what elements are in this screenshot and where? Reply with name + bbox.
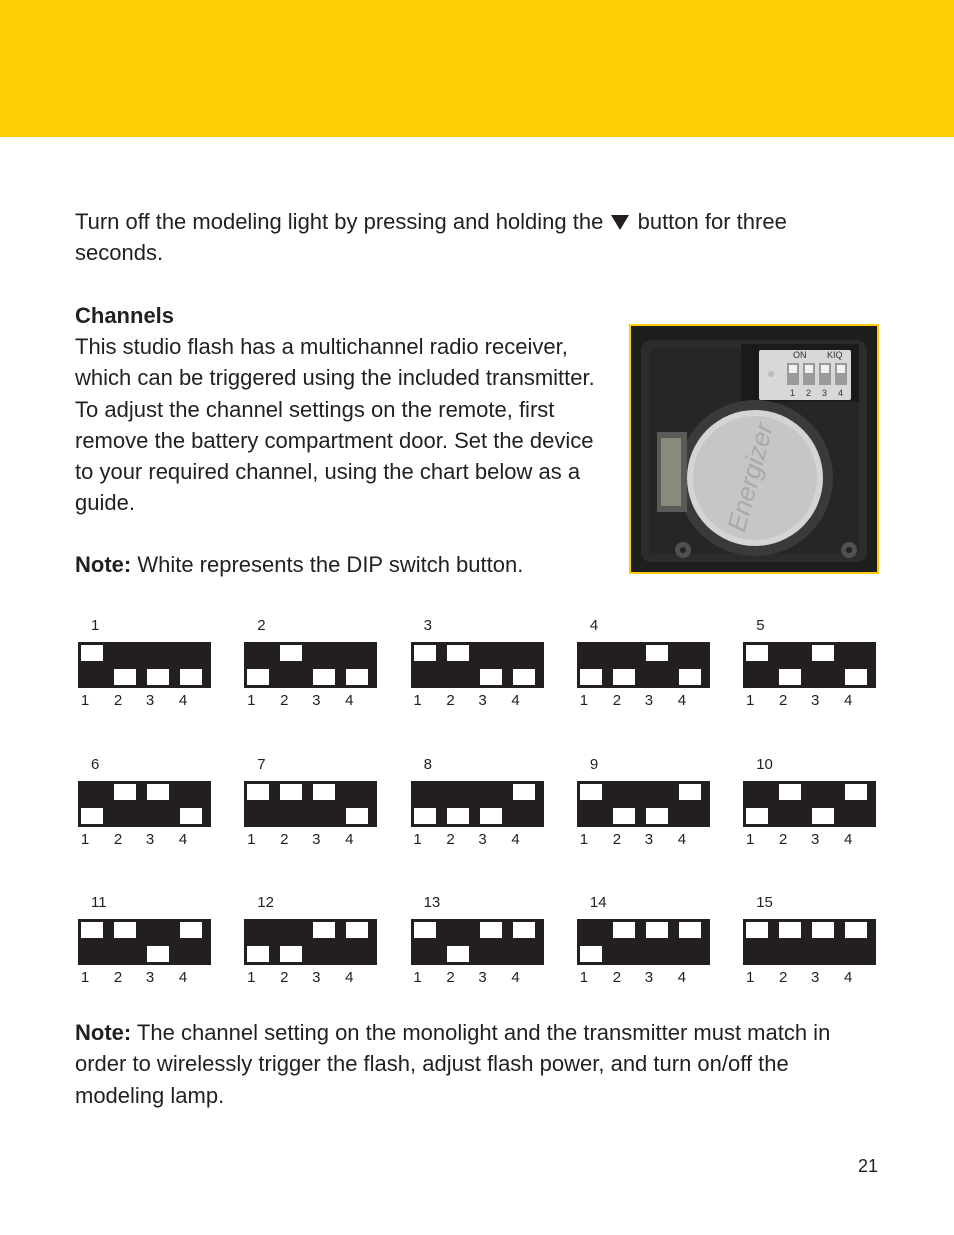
remote-battery-illustration bbox=[631, 326, 877, 572]
dip-switch-number: 2 bbox=[612, 969, 622, 986]
dip-on-label: ON bbox=[793, 350, 807, 360]
dip-switch-button bbox=[81, 922, 103, 938]
dip-switch-button bbox=[180, 669, 202, 685]
dip-switch-number: 1 bbox=[746, 692, 755, 709]
dip-channel-label: 8 bbox=[423, 755, 432, 773]
dip-switch-button bbox=[646, 645, 668, 661]
dip-switch-number: 3 bbox=[478, 830, 487, 848]
dip-switch-body bbox=[244, 919, 377, 965]
final-note-label: Note: bbox=[75, 1020, 132, 1045]
dip-switch-number: 1 bbox=[247, 969, 256, 986]
dip-switch-number: 3 bbox=[644, 969, 654, 986]
dip-switch-button bbox=[280, 946, 302, 962]
dip-switch-number: 4 bbox=[677, 692, 687, 709]
dip-switch-button bbox=[513, 784, 535, 800]
dip-switch-body bbox=[244, 781, 377, 827]
dip-switch-number: 1 bbox=[247, 692, 256, 709]
dip-channel-label: 10 bbox=[756, 755, 773, 773]
dip-switch-body bbox=[78, 642, 211, 688]
dip-switch-button bbox=[845, 669, 867, 685]
dip-switch-button bbox=[114, 669, 136, 685]
dip-switch-number: 2 bbox=[612, 692, 622, 709]
dip-switch-number: 4 bbox=[511, 830, 520, 848]
dip-channel-label: 6 bbox=[91, 755, 100, 773]
dip-switch-number: 4 bbox=[178, 830, 188, 848]
dip-switch-number: 2 bbox=[113, 830, 123, 848]
dip-switch-button bbox=[81, 808, 103, 824]
dip-switch-button bbox=[746, 645, 768, 661]
dip-switch-number: 4 bbox=[345, 692, 354, 709]
dip-switch-body bbox=[411, 642, 544, 688]
dip-switch-button bbox=[247, 784, 269, 800]
dip-switch-button bbox=[280, 784, 302, 800]
dip-switch-body bbox=[577, 919, 710, 965]
dip-switch-body bbox=[244, 642, 377, 688]
dip-switch-number: 3 bbox=[478, 969, 487, 986]
dip-switch-button bbox=[513, 669, 535, 685]
dip-switch-number: 3 bbox=[312, 830, 321, 848]
dip-switch-button bbox=[679, 669, 701, 685]
dip-switch-button bbox=[480, 922, 502, 938]
dip-switch-number: 1 bbox=[80, 692, 90, 709]
dip-channel-label: 9 bbox=[589, 755, 599, 773]
dip-switch-number: 3 bbox=[811, 830, 820, 848]
dip-switch-number: 3 bbox=[644, 830, 654, 848]
final-note-text: The channel setting on the monolight and the transmitter must match in order to wirelessly trigger the flash, adjust flash power, and turn on/off the modeling lamp. bbox=[75, 1020, 831, 1108]
dip-channel-label: 2 bbox=[257, 617, 266, 634]
dip-channel-label: 3 bbox=[423, 617, 432, 634]
dip-switch-button bbox=[646, 922, 668, 938]
dip-switch-number: 4 bbox=[345, 969, 354, 986]
dip-switch-button bbox=[812, 645, 834, 661]
dip-brand-label: KIQ bbox=[827, 350, 843, 360]
dip-switch-body bbox=[78, 781, 211, 827]
dip-switch-button bbox=[147, 946, 169, 962]
dip-switch-number: 1 bbox=[80, 830, 90, 848]
dip-switch-body bbox=[577, 781, 710, 827]
dip-switch-button bbox=[81, 645, 103, 661]
dip-switch-body bbox=[577, 642, 710, 688]
dip-switch-number: 1 bbox=[413, 692, 422, 709]
dip-switch-button bbox=[313, 922, 335, 938]
dip-switch-number: 3 bbox=[145, 830, 155, 848]
dip-switch-button bbox=[480, 808, 502, 824]
dip-switch-button bbox=[580, 946, 602, 962]
dip-switch-number: 1 bbox=[579, 830, 589, 848]
dip-switch-number: 3 bbox=[811, 969, 820, 986]
dip-switch-number: 4 bbox=[178, 692, 188, 709]
dip-switch-button bbox=[447, 645, 469, 661]
dip-switch-button bbox=[580, 669, 602, 685]
dip-switch-number: 2 bbox=[280, 692, 289, 709]
note-text: White represents the DIP switch button. bbox=[131, 552, 524, 577]
dip-switch-number: 2 bbox=[779, 692, 788, 709]
dip-switch-button bbox=[679, 784, 701, 800]
dip-channel-label: 12 bbox=[257, 894, 274, 911]
dip-switch-body bbox=[743, 919, 876, 965]
dip-switch-button bbox=[280, 645, 302, 661]
dip-switch-button bbox=[180, 922, 202, 938]
dip-switch-button bbox=[779, 922, 801, 938]
dip-switch-number: 4 bbox=[345, 830, 354, 848]
dip-switch-button bbox=[414, 808, 436, 824]
dip-switch-number: 2 bbox=[612, 830, 622, 848]
dip-switch-number: 3 bbox=[312, 692, 321, 709]
dip-switch-number: 4 bbox=[844, 969, 853, 986]
dip-switch-button bbox=[646, 808, 668, 824]
dip-switch-number: 1 bbox=[579, 692, 589, 709]
dip-channel-label: 5 bbox=[756, 617, 765, 634]
dip-switch-button bbox=[147, 669, 169, 685]
dip-switch-number: 4 bbox=[511, 692, 520, 709]
dip-switch-button bbox=[414, 922, 436, 938]
remote-battery-photo bbox=[629, 324, 879, 574]
dip-switch-button bbox=[580, 784, 602, 800]
dip-switch-button bbox=[812, 808, 834, 824]
dip-note bbox=[75, 549, 615, 580]
dip-switch-button bbox=[779, 784, 801, 800]
dip-switch-number: 1 bbox=[247, 830, 256, 848]
dip-switch-button bbox=[247, 946, 269, 962]
dip-switch-number: 3 bbox=[478, 692, 487, 709]
dip-switch-button bbox=[247, 669, 269, 685]
dip-switch-button bbox=[313, 784, 335, 800]
dip-switch-button bbox=[613, 669, 635, 685]
dip-switch-button bbox=[779, 669, 801, 685]
channels-body: This studio flash has a multichannel radio receiver, which can be triggered using the included transmitter. To adjust the channel settings on the remote, first remove the battery compartment door. Set the device to your required channel, using the chart below as a guide. bbox=[75, 334, 595, 516]
dip-switch-body bbox=[743, 642, 876, 688]
dip-switch-button bbox=[114, 784, 136, 800]
dip-switch-button bbox=[313, 669, 335, 685]
dip-switch-button bbox=[613, 922, 635, 938]
dip-switch-button bbox=[447, 808, 469, 824]
dip-switch-number: 1 bbox=[746, 830, 755, 848]
intro-text-after: button for three seconds. bbox=[75, 209, 787, 266]
dip-number-1: 1 bbox=[790, 388, 796, 398]
dip-switch-number: 3 bbox=[811, 692, 820, 709]
dip-switch-number: 2 bbox=[446, 969, 455, 986]
dip-channel-label: 15 bbox=[756, 894, 773, 911]
dip-switch-number: 1 bbox=[413, 969, 422, 986]
dip-switch-number: 2 bbox=[779, 830, 788, 848]
dip-switch-button bbox=[346, 669, 368, 685]
dip-switch-number: 4 bbox=[677, 830, 687, 848]
battery-brand: Energizer bbox=[721, 419, 779, 535]
intro-text-before: Turn off the modeling light by pressing and holding the bbox=[75, 209, 604, 234]
dip-switch-number: 2 bbox=[779, 969, 788, 986]
dip-channel-label: 11 bbox=[91, 894, 107, 911]
dip-switch-number: 3 bbox=[644, 692, 654, 709]
dip-number-3: 3 bbox=[822, 388, 828, 398]
dip-switch-number: 3 bbox=[145, 969, 155, 986]
dip-switch-number: 2 bbox=[113, 969, 123, 986]
dip-switch-button bbox=[147, 784, 169, 800]
dip-switch-number: 4 bbox=[178, 969, 188, 986]
dip-channel-label: 1 bbox=[91, 617, 100, 634]
header-band bbox=[0, 0, 954, 137]
dip-switch-button bbox=[845, 922, 867, 938]
dip-switch-button bbox=[679, 922, 701, 938]
dip-switch-body bbox=[411, 781, 544, 827]
dip-switch-number: 1 bbox=[579, 969, 589, 986]
dip-switch-body bbox=[411, 919, 544, 965]
dip-switch-number: 2 bbox=[446, 692, 455, 709]
dip-switch-button bbox=[513, 922, 535, 938]
dip-switch-number: 4 bbox=[511, 969, 520, 986]
channels-heading: Channels bbox=[75, 303, 175, 328]
dip-switch-number: 1 bbox=[413, 830, 422, 848]
down-triangle-icon bbox=[611, 215, 629, 230]
dip-switch-button bbox=[812, 922, 834, 938]
dip-switch-button bbox=[845, 784, 867, 800]
dip-channel-label: 7 bbox=[257, 755, 266, 773]
dip-switch-button bbox=[613, 808, 635, 824]
dip-switch-number: 4 bbox=[844, 692, 853, 709]
dip-channel-label: 4 bbox=[589, 617, 599, 634]
dip-switch-button bbox=[114, 922, 136, 938]
dip-switch-button bbox=[746, 922, 768, 938]
dip-switch-number: 3 bbox=[312, 969, 321, 986]
dip-switch-number: 2 bbox=[280, 969, 289, 986]
dip-switch-button bbox=[346, 922, 368, 938]
dip-switch-button bbox=[346, 808, 368, 824]
dip-switch-button bbox=[447, 946, 469, 962]
dip-switch-number: 3 bbox=[145, 692, 155, 709]
dip-switch-body bbox=[743, 781, 876, 827]
dip-channel-label: 13 bbox=[423, 894, 441, 911]
dip-switch-button bbox=[746, 808, 768, 824]
dip-switch-number: 2 bbox=[446, 830, 455, 848]
dip-channel-label: 14 bbox=[589, 894, 607, 911]
dip-switch-button bbox=[480, 669, 502, 685]
dip-switch-number: 4 bbox=[844, 830, 853, 848]
dip-switch-number: 1 bbox=[746, 969, 755, 986]
dip-switch-number: 2 bbox=[113, 692, 123, 709]
dip-switch-number: 1 bbox=[80, 969, 90, 986]
dip-switch-button bbox=[414, 645, 436, 661]
dip-switch-number: 4 bbox=[677, 969, 687, 986]
note-label: Note: bbox=[75, 552, 132, 577]
dip-switch-body bbox=[78, 919, 211, 965]
dip-number-4: 4 bbox=[838, 388, 844, 398]
dip-switch-button bbox=[180, 808, 202, 824]
final-note bbox=[75, 1017, 865, 1111]
intro-paragraph bbox=[75, 206, 835, 269]
dip-number-2: 2 bbox=[806, 388, 812, 398]
page-number: 21 bbox=[857, 1156, 878, 1176]
dip-switch-number: 2 bbox=[280, 830, 289, 848]
